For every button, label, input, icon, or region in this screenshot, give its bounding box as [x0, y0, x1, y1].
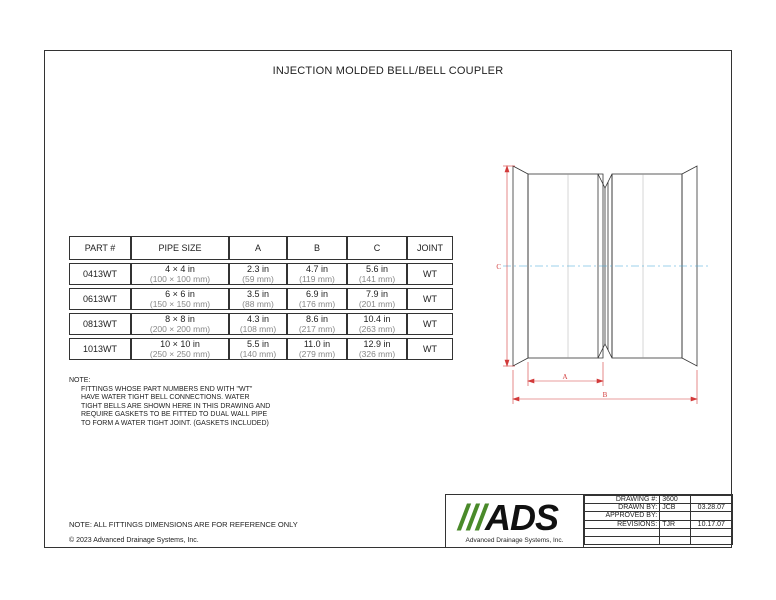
- dim-c-mm: (141 mm): [358, 274, 396, 284]
- drawn-by: JCB: [660, 504, 690, 512]
- note-line: TO FORM A WATER TIGHT JOINT. (GASKETS INCLUDED): [81, 419, 269, 427]
- note-heading: NOTE:: [69, 377, 91, 384]
- ads-logo: [446, 495, 584, 548]
- company-name: Advanced Drainage Systems, Inc.: [465, 537, 564, 544]
- revisions-label: REVISIONS:: [585, 520, 660, 528]
- approved-by-label: APPROVED BY:: [585, 512, 660, 520]
- dim-a-cell: [229, 263, 287, 285]
- dimension-c-label: C: [496, 263, 501, 271]
- dimension-a-label: A: [562, 373, 568, 381]
- part-number: 0813WT: [69, 313, 131, 335]
- pipe-size: 4 × 4 in: [165, 264, 195, 274]
- pipe-size-mm: (200 × 200 mm): [149, 324, 211, 334]
- note-body: [69, 386, 270, 429]
- table-row: [69, 288, 453, 310]
- revisions-by: TJR: [660, 520, 690, 528]
- dim-b-cell: [287, 338, 347, 360]
- dim-c-cell: [347, 338, 407, 360]
- header-a: A: [229, 236, 287, 260]
- dim-a-mm: (108 mm): [239, 324, 277, 334]
- title-block-table: [584, 495, 733, 545]
- reference-note: NOTE: ALL FITTINGS DIMENSIONS ARE FOR REFERENCE ONLY: [69, 520, 298, 529]
- note-line: REQUIRE GASKETS TO BE FITTED TO DUAL WALL PIPE: [81, 411, 268, 418]
- center-notch-bottom: [598, 344, 612, 358]
- table-row: [69, 313, 453, 335]
- drawing-number: 3600: [660, 496, 690, 504]
- pipe-size: 10 × 10 in: [160, 339, 200, 349]
- logo-slashes: ///: [458, 497, 486, 538]
- pipe-size-cell: [131, 263, 229, 285]
- dim-a: 2.3 in: [246, 264, 270, 274]
- dim-a: 3.5 in: [246, 289, 270, 299]
- table-row: [69, 338, 453, 360]
- title-block-row: [585, 520, 733, 528]
- header-pipe-size: PIPE SIZE: [131, 236, 229, 260]
- part-number: 0413WT: [69, 263, 131, 285]
- ads-logo-mark: [458, 497, 558, 539]
- water-tight-note: [69, 377, 270, 428]
- approved-date: [690, 512, 732, 520]
- joint: WT: [407, 263, 453, 285]
- header-b: B: [287, 236, 347, 260]
- pipe-size-cell: [131, 338, 229, 360]
- pipe-size-mm: (150 × 150 mm): [149, 299, 211, 309]
- dim-c: 5.6 in: [365, 264, 389, 274]
- pipe-size-cell: [131, 313, 229, 335]
- title-block-row: [585, 528, 733, 536]
- title-block-row: [585, 496, 733, 504]
- dim-b: 4.7 in: [305, 264, 329, 274]
- dim-a: 5.5 in: [246, 339, 270, 349]
- dim-c-mm: (201 mm): [358, 299, 396, 309]
- pipe-size-mm: (250 × 250 mm): [149, 349, 211, 359]
- header-c: C: [347, 236, 407, 260]
- note-line: FITTINGS WHOSE PART NUMBERS END WITH "WT": [81, 385, 253, 393]
- header-joint: JOINT: [407, 236, 453, 260]
- note-line: TIGHT BELLS ARE SHOWN HERE IN THIS DRAWING AND: [81, 402, 271, 410]
- dim-c-cell: [347, 313, 407, 335]
- dim-b: 8.6 in: [305, 314, 329, 324]
- dim-c: 12.9 in: [363, 339, 391, 349]
- dim-a-cell: [229, 288, 287, 310]
- table-header-row: [69, 236, 453, 260]
- dim-b: 6.9 in: [305, 289, 329, 299]
- pipe-size: 6 × 6 in: [165, 289, 195, 299]
- drawn-date: 03.28.07: [690, 504, 732, 512]
- title-block-row: [585, 536, 733, 544]
- pipe-size-cell: [131, 288, 229, 310]
- coupler-drawing: [473, 156, 729, 416]
- joint: WT: [407, 288, 453, 310]
- part-number: 1013WT: [69, 338, 131, 360]
- dim-a: 4.3 in: [246, 314, 270, 324]
- part-number: 0613WT: [69, 288, 131, 310]
- dim-a-cell: [229, 338, 287, 360]
- dim-b-cell: [287, 313, 347, 335]
- dim-c: 10.4 in: [363, 314, 391, 324]
- joint: WT: [407, 313, 453, 335]
- pipe-size-mm: (100 × 100 mm): [149, 274, 211, 284]
- dim-a-mm: (88 mm): [242, 299, 274, 309]
- center-notch-top: [598, 174, 612, 188]
- dim-b-mm: (119 mm): [299, 274, 335, 284]
- dim-b-mm: (176 mm): [298, 299, 336, 309]
- copyright: © 2023 Advanced Drainage Systems, Inc.: [69, 537, 199, 544]
- dim-b: 11.0 in: [303, 339, 331, 349]
- title-block-row: [585, 512, 733, 520]
- dim-b-mm: (217 mm): [298, 324, 336, 334]
- dim-c-cell: [347, 263, 407, 285]
- header-part: PART #: [69, 236, 131, 260]
- drawn-by-label: DRAWN BY:: [585, 504, 660, 512]
- dim-c-mm: (326 mm): [358, 349, 396, 359]
- logo-text: ADS: [485, 497, 559, 538]
- note-line: HAVE WATER TIGHT BELL CONNECTIONS. WATER: [81, 394, 250, 401]
- dimensions-table: [69, 233, 453, 363]
- dim-c-cell: [347, 288, 407, 310]
- title-block: [445, 494, 733, 548]
- drawing-sheet: [44, 50, 732, 548]
- drawing-number-label: DRAWING #:: [585, 496, 660, 504]
- revisions-date: 10.17.07: [690, 520, 732, 528]
- dim-a-mm: (59 mm): [242, 274, 274, 284]
- dim-b-cell: [287, 288, 347, 310]
- drawing-title: INJECTION MOLDED BELL/BELL COUPLER: [272, 65, 504, 77]
- drawing-date: [690, 496, 732, 504]
- dim-c-mm: (263 mm): [358, 324, 396, 334]
- dimension-b-label: B: [602, 391, 608, 399]
- dim-b-cell: [287, 263, 347, 285]
- dim-c: 7.9 in: [365, 289, 389, 299]
- approved-by: [660, 512, 690, 520]
- title-block-row: [585, 504, 733, 512]
- dim-a-cell: [229, 313, 287, 335]
- dim-b-mm: (279 mm): [298, 349, 336, 359]
- joint: WT: [407, 338, 453, 360]
- table-row: [69, 263, 453, 285]
- pipe-size: 8 × 8 in: [165, 314, 195, 324]
- dim-a-mm: (140 mm): [239, 349, 277, 359]
